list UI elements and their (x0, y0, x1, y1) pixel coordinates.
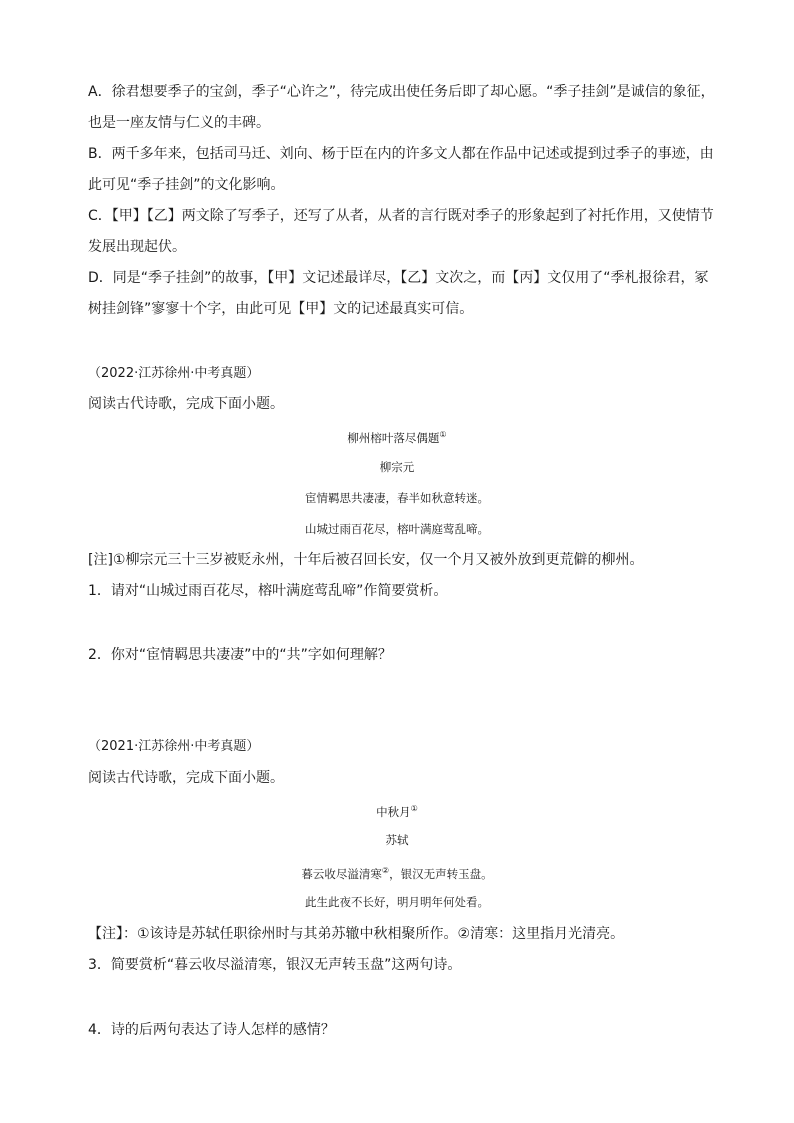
section-2-instruction: 阅读古代诗歌，完成下面小题。 (88, 770, 284, 786)
poem-line-part-2: ，银汉无声转玉盘。 (389, 867, 493, 881)
footnote-marker: ① (410, 804, 418, 813)
section-1-instruction: 阅读古代诗歌，完成下面小题。 (88, 396, 284, 412)
section-1-poem-line-1: 宦情羁思共凄凄，春半如秋意转迷。 (305, 491, 489, 505)
poem-line-part-1: 暮云收尽溢清寒 (301, 867, 382, 881)
section-2-poem-line-2: 此生此夜不长好，明月明年何处看。 (305, 895, 489, 909)
option-c-line-2: 发展出现起伏。 (88, 239, 186, 255)
section-1-poem-line-2: 山城过雨百花尽，榕叶满庭莺乱啼。 (305, 522, 489, 536)
section-1-author: 柳宗元 (379, 460, 415, 474)
option-b-line-2: 此可见“季子挂剑”的文化影响。 (88, 177, 285, 193)
section-2-note: 【注】：①该诗是苏轼任职徐州时与其弟苏辙中秋相聚所作。②清寒：这里指月光清亮。 (88, 926, 625, 942)
poem-title-text: 柳州榕叶落尽偶题 (347, 431, 440, 445)
question-4: 4．诗的后两句表达了诗人怎样的感情？ (88, 1022, 335, 1038)
option-a-line-1: A．徐君想要季子的宝剑，季子“心许之”，待完成出使任务后即了却心愿。“季子挂剑”是诚信的象征， (88, 84, 715, 100)
question-2: 2．你对“宦情羁思共凄凄”中的“共”字如何理解？ (88, 647, 392, 663)
footnote-marker: ① (439, 430, 447, 439)
footnote-marker: ② (381, 866, 390, 875)
poem-title-text: 中秋月 (376, 805, 411, 819)
question-1: 1．请对“山城过雨百花尽，榕叶满庭莺乱啼”作简要赏析。 (88, 583, 448, 599)
question-3: 3．简要赏析“暮云收尽溢清寒，银汉无声转玉盘”这两句诗。 (88, 957, 462, 973)
option-d-line-2: 树挂剑锋”寥寥十个字，由此可见【甲】文的记述最真实可信。 (88, 301, 474, 317)
section-1-source: （2022·江苏徐州·中考真题） (88, 366, 260, 381)
section-2-poem-line-1 (0, 862, 794, 883)
section-2-poem-title (0, 800, 794, 821)
section-2-source: （2021·江苏徐州·中考真题） (88, 739, 260, 754)
option-c-line-1: C．【甲】【乙】两文除了写季子，还写了从者，从者的言行既对季子的形象起到了衬托作用，又使情节 (88, 208, 714, 224)
option-a-line-2: 也是一座友情与仁义的丰碑。 (88, 115, 270, 131)
section-1-note: [注]①柳宗元三十三岁被贬永州，十年后被召回长安，仅一个月又被外放到更荒僻的柳州。 (88, 552, 644, 568)
section-2-author: 苏轼 (385, 833, 409, 847)
option-b-line-1: B．两千多年来，包括司马迁、刘向、杨于臣在内的许多文人都在作品中记述或提到过季子的事迹，由 (88, 146, 714, 162)
section-1-poem-title (0, 426, 794, 447)
option-d-line-1: D．同是“季子挂剑”的故事，【甲】文记述最详尽，【乙】文次之，而【丙】文仅用了“季札报徐君，冢 (88, 270, 709, 286)
